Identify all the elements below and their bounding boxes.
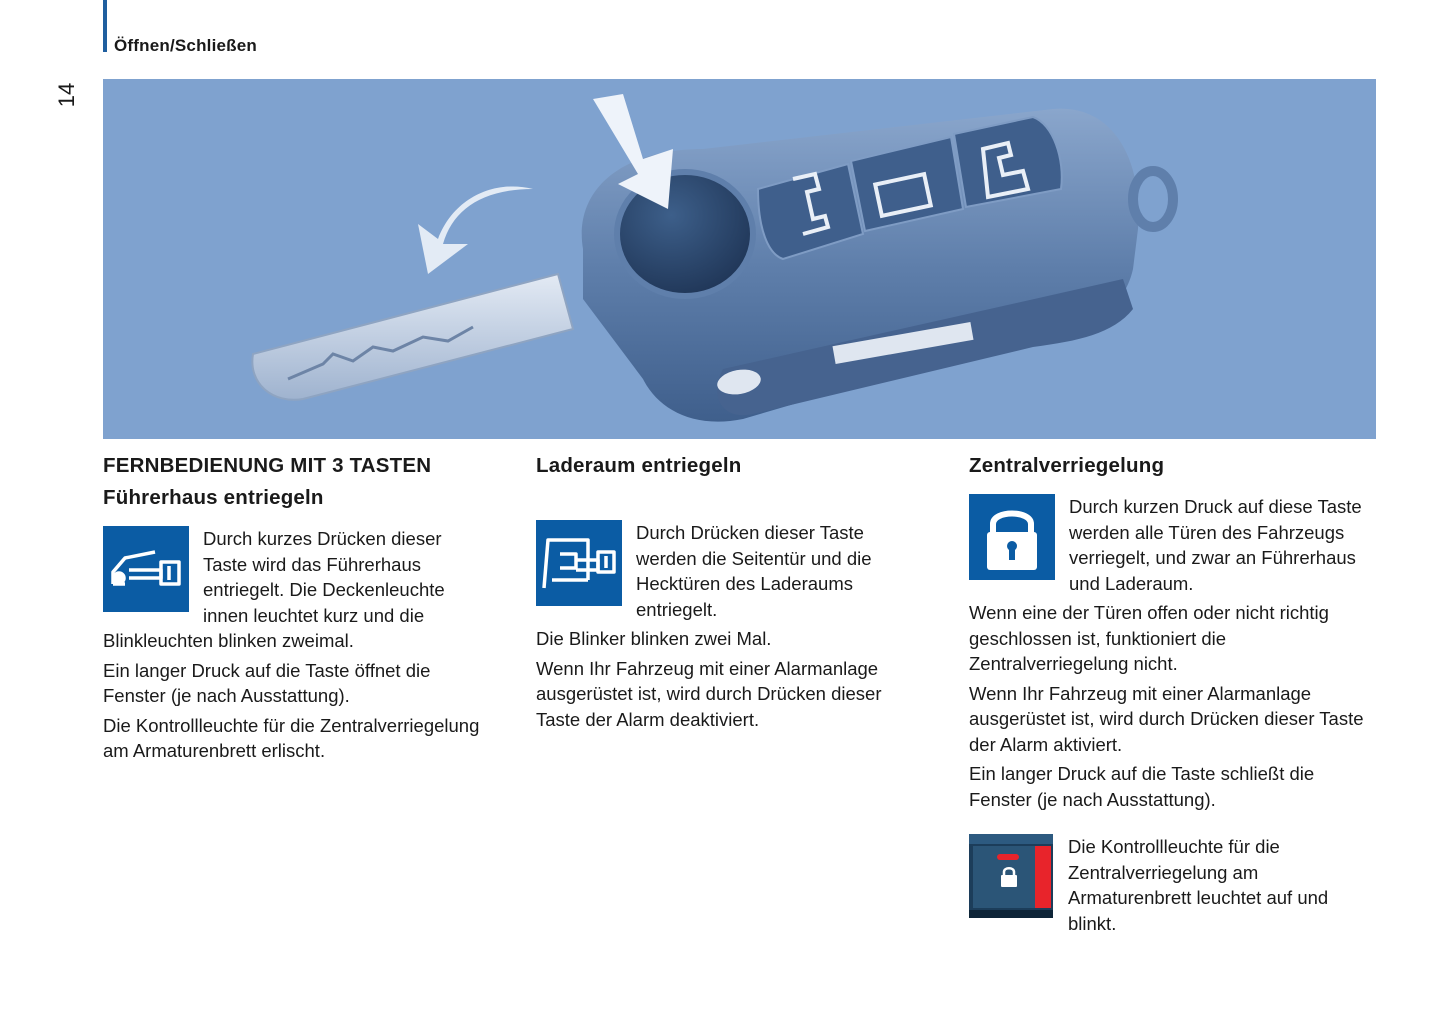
central-locking-intro: Durch kurzen Druck auf diese Taste werden alle Türen des Fahrzeugs verriegelt, und zwar an Führerhaus und Laderaum.	[1069, 496, 1362, 594]
column-heading: Laderaum entriegeln	[536, 454, 742, 477]
cab-unlock-intro: Durch kurzes Drücken dieser Taste wird das Führerhaus entriegelt. Die Deckenleuchte innen leuchtet kurz und die Blinkleuchten blinken zweimal.	[103, 528, 445, 651]
padlock-icon	[969, 494, 1055, 580]
paragraph: Ein langer Druck auf die Taste öffnet die Fenster (je nach Ausstattung).	[103, 659, 431, 706]
key-blade	[252, 274, 573, 400]
cargo-unlock-icon	[536, 520, 622, 606]
key-fob-drawing	[103, 79, 1376, 439]
page-number: 14	[54, 82, 79, 108]
rotate-arrow-icon	[418, 186, 533, 274]
paragraph: Wenn Ihr Fahrzeug mit einer Alarmanlage ausgerüstet ist, wird durch Drücken dieser Taste der Alarm aktiviert.	[969, 682, 1364, 755]
paragraph: Die Blinker blinken zwei Mal.	[536, 628, 772, 649]
column-subheading: Führerhaus entriegeln	[103, 486, 324, 509]
cab-unlock-icon	[103, 526, 189, 612]
dashboard-indicator-text: Die Kontrollleuchte für die Zentralverriegelung am Armaturenbrett leuchtet auf und blinkt.	[1068, 836, 1329, 934]
column-heading: Zentralverriegelung	[969, 454, 1165, 477]
column-central-locking	[969, 452, 1369, 940]
section-title: Öffnen/Schließen	[114, 36, 257, 55]
header-accent-bar	[103, 0, 107, 52]
column-cargo-unlock	[536, 452, 916, 736]
paragraph: Die Kontrollleuchte für die Zentralverriegelung am Armaturenbrett erlischt.	[103, 714, 480, 761]
key-fob-illustration	[103, 79, 1376, 439]
dashboard-lock-indicator-icon	[969, 834, 1053, 918]
paragraph: Wenn Ihr Fahrzeug mit einer Alarmanlage ausgerüstet ist, wird durch Drücken dieser Taste der Alarm deaktiviert.	[536, 657, 882, 730]
paragraph: Ein langer Druck auf die Taste schließt die Fenster (je nach Ausstattung).	[969, 763, 1315, 810]
cargo-unlock-intro: Durch Drücken dieser Taste werden die Seitentür und die Hecktüren des Laderaums entriegelt.	[636, 522, 872, 620]
paragraph: Wenn eine der Türen offen oder nicht richtig geschlossen ist, funktioniert die Zentralverriegelung nicht.	[969, 602, 1329, 674]
column-cab-unlock	[103, 452, 483, 768]
column-heading: FERNBEDIENUNG MIT 3 TASTEN	[103, 454, 432, 477]
